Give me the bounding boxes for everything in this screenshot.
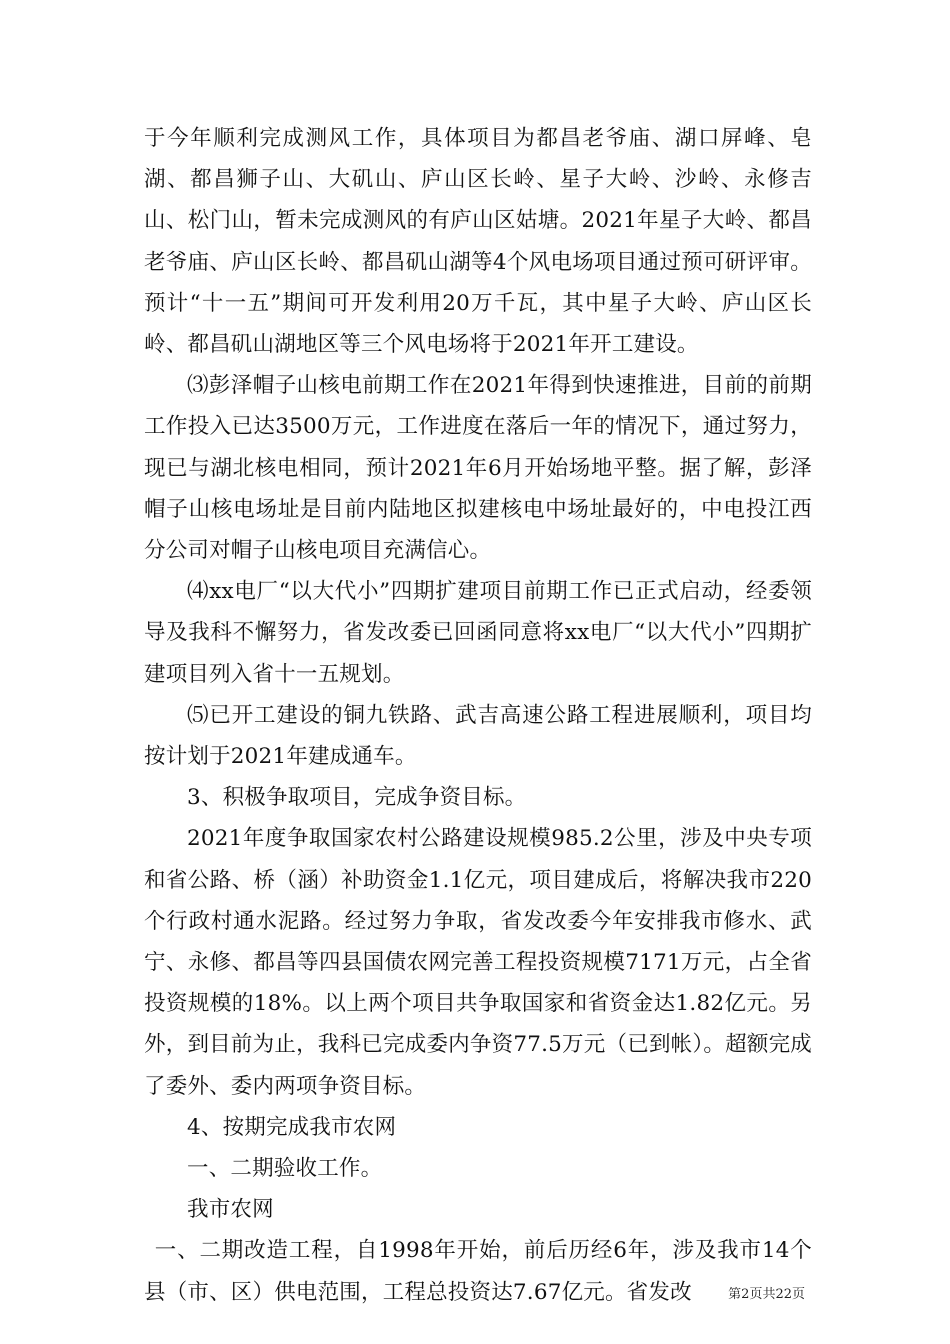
- document-body: [144, 118, 812, 1313]
- paragraph-rural-grid-details: 一、二期改造工程，自1998年开始，前后历经6年，涉及我市14个县（市、区）供电范围，工程总投资达7.67亿元。省发改: [144, 1238, 812, 1305]
- section-heading-funding: 3、积极争取项目，完成争资目标。: [187, 785, 527, 811]
- paragraph-nuclear-power: ⑶彭泽帽子山核电前期工作在2021年得到快速推进，目前的前期工作投入已达3500万元，工作进度在落后一年的情况下，通过努力，现已与湖北核电相同，预计2021年6月开始场地平整。据了解，彭泽帽子山核电场址是目前内陆地区拟建核电中场址最好的，中电投江西分公司对帽子山核电项目充满信心。: [144, 373, 812, 564]
- paragraph-rural-grid-label: 我市农网: [187, 1197, 274, 1223]
- paragraph-power-plant-expansion: ⑷xx电厂“以大代小”四期扩建项目前期工作已正式启动，经委领导及我科不懈努力，省发改委已回函同意将xx电厂“以大代小”四期扩建项目列入省十一五规划。: [144, 579, 812, 687]
- paragraph-wind-farm: 于今年顺利完成测风工作，具体项目为都昌老爷庙、湖口屏峰、皂湖、都昌狮子山、大矶山、庐山区长岭、星子大岭、沙岭、永修吉山、松门山，暂未完成测风的有庐山区姑塘。2021年星子大岭、都昌老爷庙、庐山区长岭、都昌矶山湖等4个风电场项目通过预可研评审。预计“十一五”期间可开发利用20万千瓦，其中星子大岭、庐山区长岭、都昌矶山湖地区等三个风电场将于2021年开工建设。: [144, 126, 812, 358]
- paragraph-railway-highway: ⑸已开工建设的铜九铁路、武吉高速公路工程进展顺利，项目均按计划于2021年建成通车。: [144, 702, 812, 770]
- section-heading-acceptance: 一、二期验收工作。: [187, 1156, 383, 1182]
- paragraph-funding-details: 2021年度争取国家农村公路建设规模985.2公里，涉及中央专项和省公路、桥（涵）补助资金1.1亿元，项目建成后，将解决我市220个行政村通水泥路。经过努力争取，省发改委今年安排我市修水、武宁、永修、都昌等四县国债农网完善工程投资规模7171万元，占全省投资规模的18%。以上两个项目共争取国家和省资金达1.82亿元。另外，到目前为止，我科已完成委内争资77.5万元（已到帐）。超额完成了委外、委内两项争资目标。: [144, 826, 812, 1099]
- section-heading-rural-grid: 4、按期完成我市农网: [187, 1114, 397, 1140]
- page-number-footer: 第2页共22页: [728, 1287, 805, 1302]
